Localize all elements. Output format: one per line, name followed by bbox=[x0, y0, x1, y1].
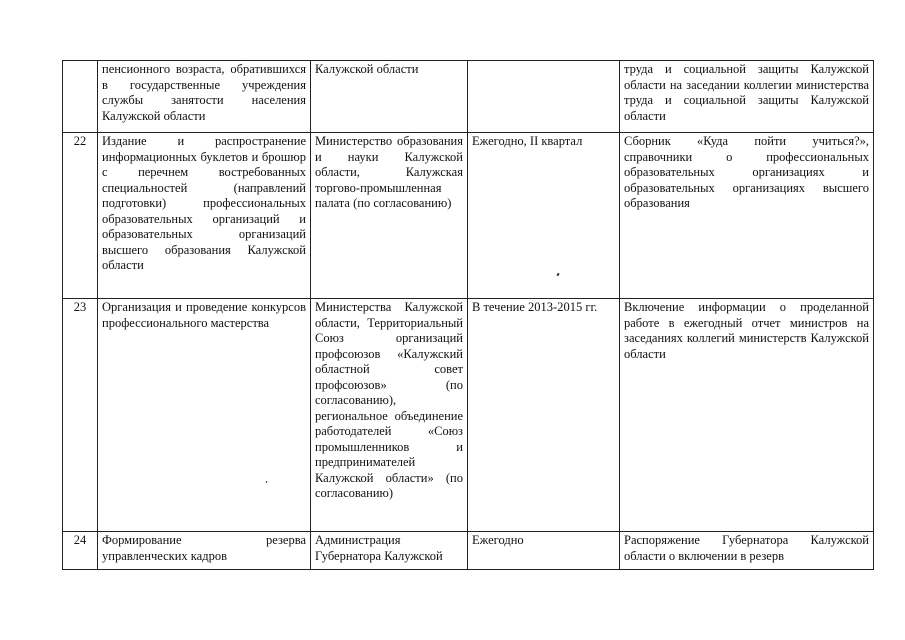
action-plan-table bbox=[62, 60, 874, 570]
row-number: 22 bbox=[63, 133, 98, 299]
result-cell: труда и социальной защиты Калужской области на заседании коллегии министерства труда и социальной защиты Калужской области bbox=[620, 61, 874, 133]
action-cell: пенсионного возраста, обратившихся в государственные учреждения службы занятости населения Калужской области bbox=[98, 61, 311, 133]
executor-cell: Администрация Губернатора Калужской bbox=[311, 532, 468, 570]
result-cell: Сборник «Куда пойти учиться?», справочники о профессиональных образовательных организациях и образовательных организациях высшего образования bbox=[620, 133, 874, 299]
executor-cell: Министерства Калужской области, Территориальный Союз организаций профсоюзов «Калужский областной совет профсоюзов» (по согласованию), региональное объединение работодателей «Союз промышленников и предпринимателей Калужской области» (по согласованию) bbox=[311, 299, 468, 532]
table-row bbox=[63, 61, 874, 133]
term-cell: Ежегодно bbox=[468, 532, 620, 570]
action-cell: Формирование резерва управленческих кадров bbox=[98, 532, 311, 570]
row-number: 23 bbox=[63, 299, 98, 532]
executor-cell: Калужской области bbox=[311, 61, 468, 133]
row-number bbox=[63, 61, 98, 133]
term-cell: Ежегодно, II квартал bbox=[468, 133, 620, 299]
term-cell bbox=[468, 61, 620, 133]
term-cell: В течение 2013-2015 гг. bbox=[468, 299, 620, 532]
result-cell: Распоряжение Губернатора Калужской области о включении в резерв bbox=[620, 532, 874, 570]
table-row bbox=[63, 299, 874, 532]
table-row bbox=[63, 532, 874, 570]
action-cell: Организация и проведение конкурсов профессионального мастерства bbox=[98, 299, 311, 532]
result-cell: Включение информации о проделанной работе в ежегодный отчет министров на заседаниях коллегий министерств Калужской области bbox=[620, 299, 874, 532]
action-cell: Издание и распространение информационных буклетов и брошюр с перечнем востребованных специальностей (направлений подготовки) профессиональных образовательных организаций и образовательных организаций высшего образования Калужской области bbox=[98, 133, 311, 299]
table-row bbox=[63, 133, 874, 299]
executor-cell: Министерство образования и науки Калужской области, Калужская торгово-промышленная палата (по согласованию) bbox=[311, 133, 468, 299]
row-number: 24 bbox=[63, 532, 98, 570]
